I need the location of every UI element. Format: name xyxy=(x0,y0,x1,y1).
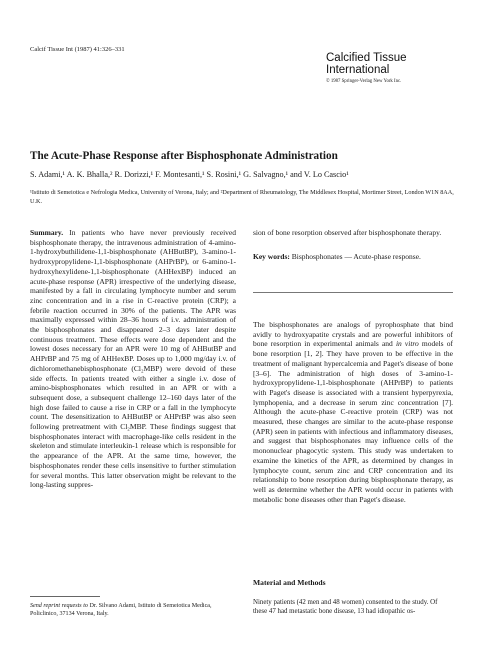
intro-text-part1: The bisphosphonates are analogs of pyrophosphate that bind avidly to hydroxyapatite crystals and are powerful inhibitors of bone resorption in experimental animals and xyxy=(253,320,453,349)
summary-text: In patients who have never previously received bisphosphonate therapy, the intravenous administration of 4-amino-1-hydroxybuthilidene-1,1-bisphosphonate (AHButBP), 3-amino-1-hydroxypropylidene-1,1-bisphosphonate (AHPrBP), or 6-amino-1-hydroxyhexylidene-1,1-bisphosphonate (AHHexBP) induced an acute-phase response (APR) irrespective of the underlying disease, manifested by a fall in circulating lymphocyte number and serum zinc concentration and in a rise in C-reactive protein (CRP); a febrile reaction occurred in 30% of the patients. The APR was maximally expressed within 28–36 hours of i.v. administration of the bisphosphonates and disappeared 2–3 days later despite continuous treatment. These effects were dose dependent and the lowest doses necessary for an APR were 10 mg of AHButBP and AHPrBP and 75 mg of AHHexBP. Doses up to 1,000 mg/day i.v. of dichloromethanebisphosphonate (Cl₂MBP) were devoid of these side effects. In patients treated with either a single i.v. dose of amino-bisphosphonates which resulted in an APR or with a subsequent dose, a subsequent challenge 12–160 days later of the high dose failed to cause a rise in CRP or a fall in the lymphocyte count. The desensitization to AHButBP or AHPrBP was also seen following pretreatment with Cl₂MBP. These findings suggest that bisphosphonates interact with macrophage-like cells resident in the skeleton and stimulate interleukin-1 release which is responsible for the appearance of the APR. At the same time, however, the bisphosphonates render these cells insensitive to further stimulation for several months. This latter observation might be relevant to the long-lasting suppres- xyxy=(30,228,236,490)
reprint-footnote xyxy=(30,602,236,619)
section-divider xyxy=(253,292,453,293)
summary-continued-text: sion of bone resorption observed after bisphosphonate therapy. xyxy=(253,228,442,237)
intro-text-part2: models of bone resorption [1, 2]. They have proven to be effective in the treatment of malignant hypercalcemia and Paget's disease of bone [3–6]. The administration of high doses of 3-amino-1-hydroxypropylidene-1,1-bisphosphonate (AHPrBP) to patients with Paget's disease is associated with a transient hyperpyrexia, lymphopenia, and a decrease in serum zinc concentration [7]. Although the acute-phase C-reactive protein (CRP) was not measured, these changes are similar to the acute-phase response (APR) seen in patients with infectious and inflammatory diseases, and suggest that bisphosphonates may influence cells of the mononuclear phagocytic system. This study was undertaken to examine the kinetics of the APR, as determined by changes in lymphocyte count, serum zinc and CRP concentration and its relationship to bone resorption during bisphosphonate therapy, as well as determine whether the APR would occur in patients with metabolic bone diseases other than Paget's disease. xyxy=(253,339,453,504)
journal-masthead xyxy=(326,52,456,84)
introduction-paragraph xyxy=(253,320,453,504)
footnote-text: Dr. Silvano Adami, Istituto di Semeiotica Medica, Policlinico, 37134 Verona, Italy. xyxy=(30,603,212,618)
article-title: The Acute-Phase Response after Bisphosphonate Administration xyxy=(30,150,338,162)
keywords-label: Key words: xyxy=(253,251,290,261)
keywords-line xyxy=(253,252,453,262)
summary-label: Summary. xyxy=(30,228,64,237)
summary-paragraph xyxy=(30,228,236,490)
intro-italic-phrase: in vitro xyxy=(395,339,419,349)
methods-heading: Material and Methods xyxy=(253,578,326,587)
methods-text: Ninety patients (42 men and 48 women) consented to the study. Of these 47 had metastatic bone disease, 13 had idiopathic os- xyxy=(253,599,438,616)
journal-citation: Calcif Tissue Int (1987) 41:326–331 xyxy=(30,46,125,53)
copyright-notice: © 1987 Springer-Verlag New York Inc. xyxy=(326,79,402,84)
keywords-text: Bisphosphonates — Acute-phase response. xyxy=(291,251,421,261)
affiliations: ¹Istituto di Semeiotica e Nefrologia Medica, University of Verona, Italy; and ²Department of Rheumatology, The Middlesex Hospital, Mortimer Street, London W1N 8AA, U.K. xyxy=(30,189,454,205)
journal-name-line2: International xyxy=(326,64,390,76)
footnote-rule xyxy=(30,596,100,597)
journal-name-line1: Calcified Tissue xyxy=(326,52,407,64)
footnote-label: Send reprint requests to xyxy=(30,603,88,609)
summary-continued-block xyxy=(253,228,453,261)
author-list: S. Adami,¹ A. K. Bhalla,² R. Dorizzi,¹ F. Montesanti,¹ S. Rosini,¹ G. Salvagno,¹ and V. Lo Cascio¹ xyxy=(30,170,349,179)
